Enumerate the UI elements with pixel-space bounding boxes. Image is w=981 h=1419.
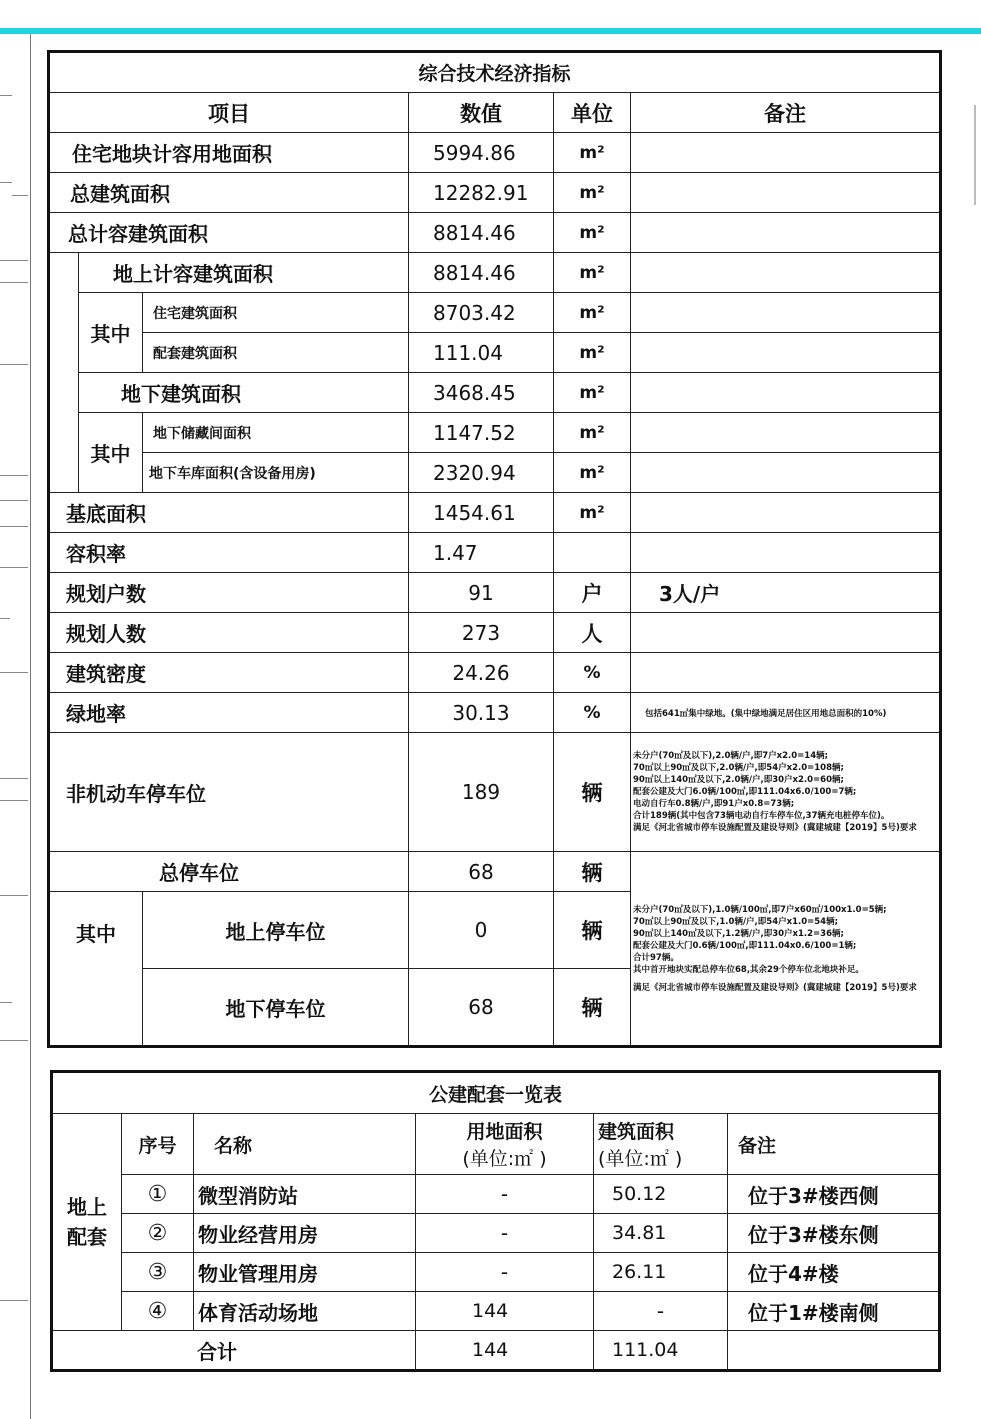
table-row: ④ 体育活动场地 144 - 位于1#楼南侧 (52, 1292, 940, 1331)
table-row: 非机动车停车位 189 辆 未分户(70㎡及以下),2.0辆/户,即7户x2.0=14辆; 70㎡以上90㎡及以下,2.0辆/户,即54户x2.0=108辆; 90㎡以上140㎡及以下,2.0辆/户,即30户x2.0=60辆; 配套公建及大门6.0辆/100㎡,即111.04x6.0/100=7辆; 电动自行车0.8辆/户,即91户x0.8=73辆; 合计189辆(其中包含73辆电动自行车停车位,37辆充电桩停车位)。 满足《河北省城市停车设施配置及建设导则》(冀建城建【2019】5号)要求 (49, 733, 941, 852)
table-row: 总停车位 68 辆 未分户(70㎡及以下),1.0辆/100㎡,即7户x60㎡/100x1.0=5辆; 70㎡以上90㎡及以下,1.0辆/户,即54户x1.0=54辆; 90㎡以上140㎡及以下,1.2辆/户,即30户x1.2=36辆; 配套公建及大门0.6辆/100㎡,即111.04x0.6/100=1辆; 合计97辆。 其中首开地块实配总停车位68,其余29个停车位北地块补足。 满足《河北省城市停车设施配置及建设导则》(冀建城建【2019】5号)要求 (49, 852, 941, 892)
table-row: 建筑密度 24.26 % (49, 653, 941, 693)
table-row: ② 物业经营用房 - 34.81 位于3#楼东侧 (52, 1214, 940, 1253)
table-row: 总计容建筑面积 8814.46 m² (49, 213, 941, 253)
table-title: 综合技术经济指标 (49, 52, 941, 93)
top-accent-bar (0, 28, 981, 34)
table-row: 规划人数 273 人 (49, 613, 941, 653)
header-item: 项目 (49, 93, 409, 133)
table-row: 配套建筑面积 111.04 m² (49, 333, 941, 373)
table-row: 基底面积 1454.61 m² (49, 493, 941, 533)
among-label: 其中 (49, 892, 143, 1047)
header-land-unit: (单位:㎡ ) (462, 1148, 547, 1170)
header-name: 名称 (194, 1114, 416, 1175)
among-label: 其中 (79, 413, 143, 493)
table-row: ① 微型消防站 - 50.12 位于3#楼西侧 (52, 1175, 940, 1214)
header-land-area: 用地面积 (466, 1121, 543, 1143)
table-row: 规划户数 91 户 3人/户 (49, 573, 941, 613)
among-label: 其中 (79, 293, 143, 373)
tech-indicator-table (47, 50, 942, 1048)
table-row: 地下车库面积(含设备用房) 2320.94 m² (49, 453, 941, 493)
header-floor-unit: (单位:㎡ ) (598, 1148, 683, 1170)
public-facilities-table (50, 1070, 941, 1372)
table-row: 其中 地下储藏间面积 1147.52 m² (49, 413, 941, 453)
table-title: 公建配套一览表 (52, 1072, 940, 1114)
table-row: 总建筑面积 12282.91 m² (49, 173, 941, 213)
table-row: 绿地率 30.13 % 包括641㎡集中绿地。(集中绿地满足居住区用地总面积的10%) (49, 693, 941, 733)
header-note: 备注 (631, 93, 941, 133)
header-value: 数值 (409, 93, 554, 133)
table-row: 住宅地块计容用地面积 5994.86 m² (49, 133, 941, 173)
table-row: 容积率 1.47 (49, 533, 941, 573)
right-edge-mark (974, 105, 976, 205)
header-note: 备注 (728, 1114, 940, 1175)
table-row: ③ 物业管理用房 - 26.11 位于4#楼 (52, 1253, 940, 1292)
header-floor-area: 建筑面积 (598, 1121, 675, 1143)
table-row: 其中 住宅建筑面积 8703.42 m² (49, 293, 941, 333)
table-row: 地下建筑面积 3468.45 m² (49, 373, 941, 413)
bike-notes: 未分户(70㎡及以下),2.0辆/户,即7户x2.0=14辆; 70㎡以上90㎡及以下,2.0辆/户,即54户x2.0=108辆; 90㎡以上140㎡及以下,2.0辆/户,即30户x2.0=60辆; 配套公建及大门6.0辆/100㎡,即111.04x6.0/100=7辆; 电动自行车0.8辆/户,即91户x0.8=73辆; 合计189辆(其中包含73辆电动自行车停车位,37辆充电桩停车位)。 满足《河北省城市停车设施配置及建设导则》(冀建城建【2019】5号)要求 (631, 733, 941, 852)
table-row: 其中 地上停车位 0 辆 (49, 892, 941, 969)
left-margin-line (30, 34, 31, 1419)
total-row: 合计 144 111.04 (52, 1331, 940, 1371)
table-row: 地下停车位 68 辆 (49, 969, 941, 1047)
header-unit: 单位 (554, 93, 631, 133)
table-row: 地上计容建筑面积 8814.46 m² (49, 253, 941, 293)
side-label: 地上配套 (52, 1114, 122, 1331)
car-notes: 未分户(70㎡及以下),1.0辆/100㎡,即7户x60㎡/100x1.0=5辆; 70㎡以上90㎡及以下,1.0辆/户,即54户x1.0=54辆; 90㎡以上140㎡及以下,1.2辆/户,即30户x1.2=36辆; 配套公建及大门0.6辆/100㎡,即111.04x0.6/100=1辆; 合计97辆。 其中首开地块实配总停车位68,其余29个停车位北地块补足。 满足《河北省城市停车设施配置及建设导则》(冀建城建【2019】5号)要求 (631, 852, 941, 1047)
header-no: 序号 (122, 1114, 194, 1175)
